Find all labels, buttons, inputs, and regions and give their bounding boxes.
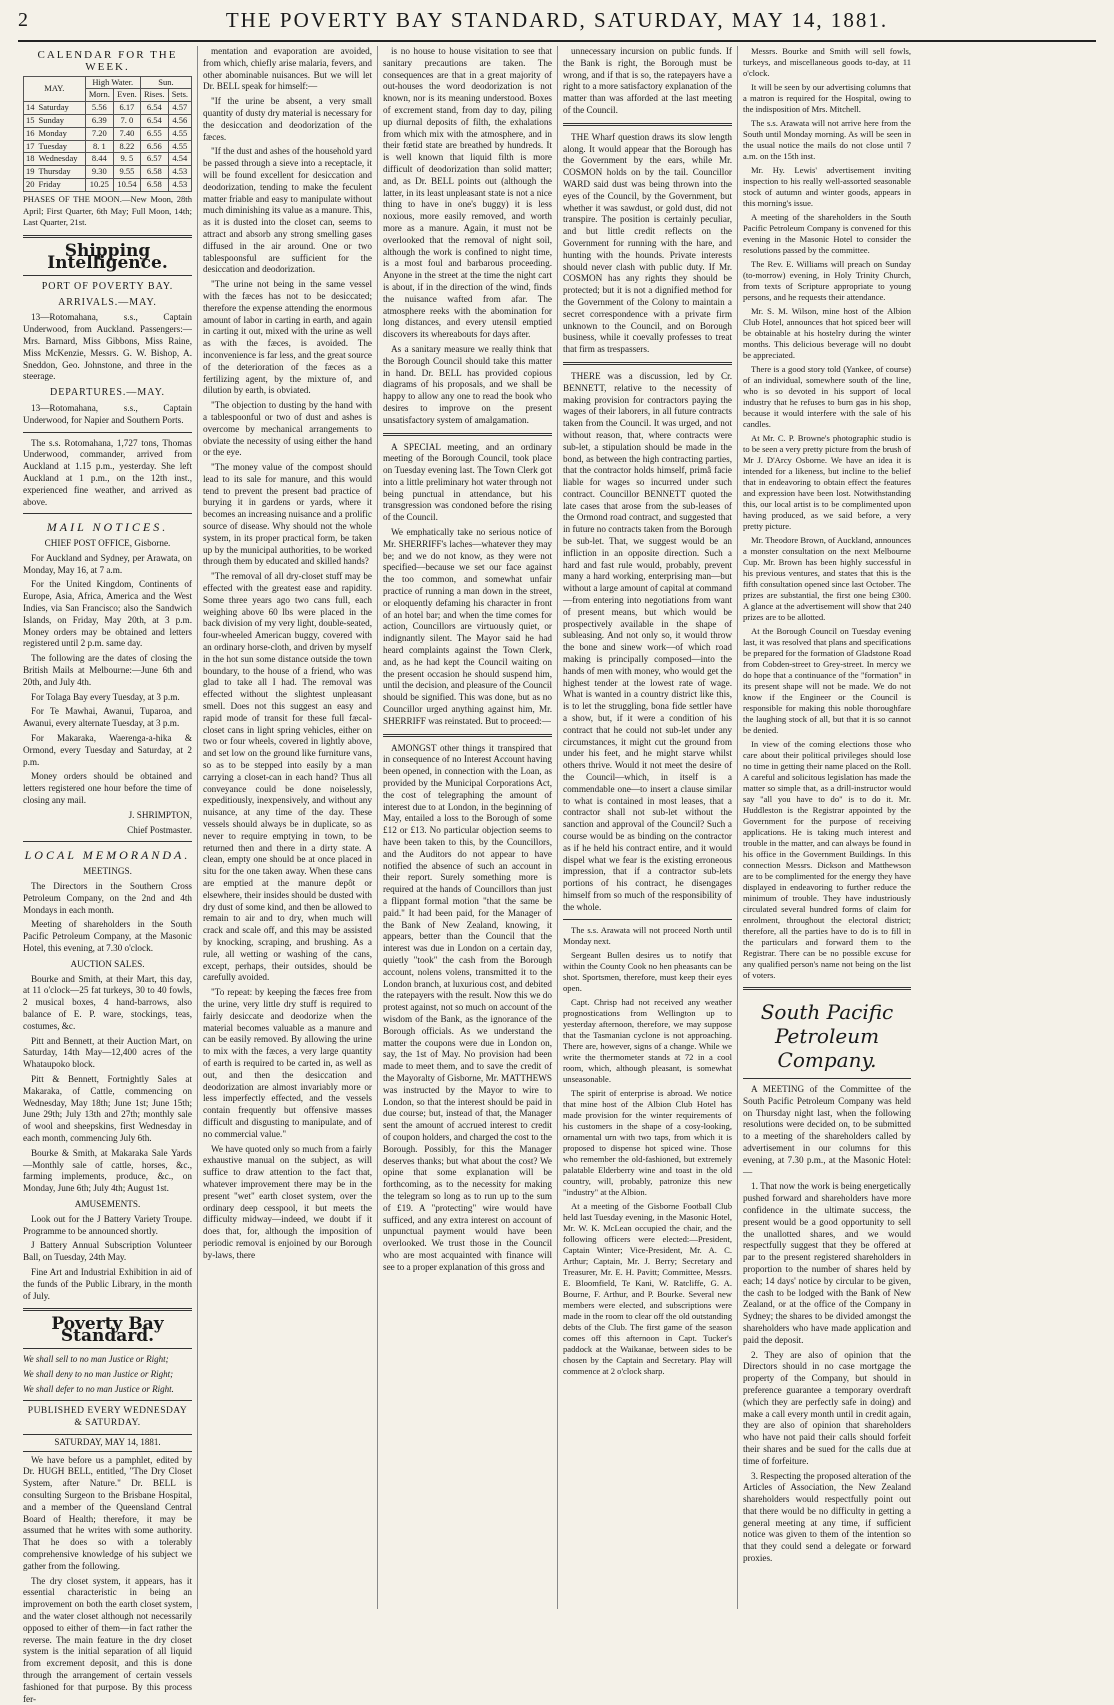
moon-phases: PHASES OF THE MOON.—New Moon, 28th April; First Quarter, 6th May; Full Moon, 14th; Last Quarter, 21st. <box>23 193 192 228</box>
standard-title: Poverty Bay Standard. <box>51 1314 164 1347</box>
mail-paragraphs <box>23 553 192 807</box>
calendar-cell: 6.39 <box>85 114 113 127</box>
news-paragraph: Messrs. Bourke and Smith will sell fowls, turkeys, and miscellaneous goods to-day, at 11 o'clock. <box>743 46 911 78</box>
calendar-cell: 7.40 <box>114 127 141 140</box>
column-5 <box>738 46 916 1609</box>
calendar-cell: 7. 0 <box>114 114 141 127</box>
amusements-paragraphs <box>23 1214 192 1303</box>
article-paragraph: 1. That now the work is being energetically pushed forward and shareholders have more confidence in the ultimate success, the present would be a good opportunity to sell the unallotted shares, and we would respectfully suggest that they be offered at par to the present registered shareholders in proportion to the number of shares held by each; 14 days' notice by circular to be given, the cash to be lodged with the Bank of New Zealand, or at the office of the Company in Sydney; the shares to be divided amongst the shareholders who have made application and paid the deposit. <box>743 1181 911 1345</box>
article-paragraph: 2. They are also of opinion that the Directors should in no case mortgage the property of the Company, but should in preference guarantee a temporary overdraft (which they are perfectly safe in doing) and make a call every month until in credit again, they are also of opinion that shareholders who have not paid their calls should forfeit their shares and be sued for the calls due at time of forfeiture. <box>743 1349 911 1466</box>
interest-account-article <box>383 743 552 1274</box>
mail-office: CHIEF POST OFFICE, Gisborne. <box>44 538 171 549</box>
shipping-title: Shipping Intelligence. <box>47 241 168 273</box>
news-paragraph: At a meeting of the Gisborne Football Club held last Tuesday evening, in the Masonic Hotel, Mr. W. K. McLean occupied the chair, and the following officers were elected:—President, Captain Winter; Vice-President, Mr. A. C. Arthur; Captain, Mr. J. Berry; Secretary and Treasurer, Mr. E. H. Pavitt; Committee, Messrs. E. Bloomfield, Te Kani, W. Ratcliffe, G. A. Bourne, F. Arthur, and P. Bourke. Several new members were elected, and subscriptions were made in the room to clear off the old outstanding debts of the Club. The first game of the season comes off this afternoon in Capt. Tucker's paddock at the Waikanae, between sides to be chosen by the Captain and Secretary. Play will commence at 2 o'clock sharp. <box>563 1200 732 1376</box>
calendar-cell: 5.56 <box>85 102 113 115</box>
calendar-title: CALENDAR FOR THE WEEK. <box>37 49 178 73</box>
date-line: SATURDAY, MAY 14, 1881. <box>23 1434 192 1452</box>
auction-paragraph: Pitt and Bennett, at their Auction Mart, on Saturday, 14th May—12,400 acres of the Whataupoko block. <box>23 1035 192 1070</box>
article-paragraph: A SPECIAL meeting, and an ordinary meeting of the Borough Council, took place on Tuesday evening last. The Town Clerk got into a little preliminary hot water through not being punctual in attendance, but his transgression was condoned before the rising of the Council. <box>383 441 552 523</box>
auction-paragraph: Pitt & Bennett, Fortnightly Sales at Makaraka, of Cattle, commencing on Wednesday, May 18th; June 1st; June 15th; June 29th; July 13th and 27th; monthly sale of wool and sheepskins, first Wednesday in each month, commencing July 6th. <box>23 1073 192 1143</box>
mail-signature: J. SHRIMPTON, <box>128 809 192 820</box>
article-paragraph: "If the dust and ashes of the household yard be passed through a sieve into a receptacle, it will be found excellent for desiccation and deodorization, tending to make the feculent matter friable and easy to manipulate without much diminishing its value as a manure. This, as it is dusted into the closet can, seems to attract and absorb any strong smelling gases diffused in the air around. One or two tablespoonsful are sufficient for the desiccation and deodorization. <box>203 146 373 275</box>
calendar-day: 14 Saturday <box>24 102 86 115</box>
news-paragraph: At the Borough Council on Tuesday evening last, it was resolved that plans and specifications be prepared for the formation of Gladstone Road from Cobden-street to Grey-street. In mercy we do hope that a continuance of the "formation" in its present shape will not be made. We do not know if the Engineer or the Council is responsible for making this noble thoroughfare the laughing stock of all, but that it is so cannot be denied. <box>743 626 911 735</box>
mail-paragraph: For Auckland and Sydney, per Arawata, on Monday, May 16, at 7 a.m. <box>23 552 192 575</box>
calendar-row <box>24 102 192 115</box>
calendar-cell: 4.53 <box>168 166 191 179</box>
calendar-row <box>24 114 192 127</box>
editorial-start: We have before us a pamphlet, edited by Dr. HUGH BELL, entitled, "The Dry Closet System, after Nature." Dr. BELL is consulting Surgeon to the Brisbane Hospital, and a member of the Queensland Central Board of Health; therefore, it may be assumed that he writes with some authority. That he does so with a tolerably comprehensive knowledge of his subject we gather from the following. <box>23 1454 192 1571</box>
mail-paragraph: The following are the dates of closing the British Mails at Melbourne:—June 6th and 20th, and July 4th. <box>23 653 192 687</box>
motto-line: We shall defer to no man Justice or Right. <box>23 1383 174 1394</box>
arrivals-title: ARRIVALS.—MAY. <box>58 296 157 308</box>
article-paragraph: We emphatically take no serious notice of Mr. SHERRIFF's laches—whatever they may be; and we do not know, as they were not specified—because we set our face against the too common, and somewhat unfair practice of running a man down in the street, or eloquently defaming his character in front of an hotel bar; and when the time comes for action, Councillors are virtuously quiet, or indignantly silent. The Mayor said he had heard complaints against the Town Clerk, and, as he had kept the Council waiting on the present occasion he should suspend him, until the decision, and pleasure of the Council should be signified. This was done, but as no Councillor urged anything against him, Mr. SHERRIFF was reinstated. But to proceed:— <box>383 527 552 726</box>
local-news-continued <box>743 46 911 981</box>
article-paragraph: "To repeat: by keeping the fæces free from the urine, very little dry stuff is required to fairly desiccate and deodorize when the material becomes valuable as a manure and can be easily removed. By allowing the urine to mix with the fæces, a very large quantity of earth is required to be carted in, as well as out, and then the desiccation and deodorization are almost invariably more or less imperfectly effected, and the vessels contain frequently but offensive masses difficult and disgusting to manipulate, and of no commercial value." <box>203 987 372 1139</box>
masthead <box>18 0 1096 42</box>
calendar-table <box>23 76 192 192</box>
calendar-cell: 8.22 <box>114 140 141 153</box>
mail-paragraph: For Makaraka, Waerenga-a-hika & Ormond, every Tuesday and Saturday, at 2 p.m. <box>23 733 192 767</box>
auction-paragraphs <box>23 974 192 1195</box>
calendar-row <box>24 166 192 179</box>
calendar-cell: 9.55 <box>114 166 141 179</box>
column-3 <box>378 46 558 1609</box>
calendar-cell: 6.54 <box>140 102 168 115</box>
calendar-cell: 10.54 <box>114 178 141 191</box>
contracts-article <box>563 371 732 914</box>
calendar-cell: 4.57 <box>168 102 191 115</box>
news-paragraph: At Mr. C. P. Browne's photographic studio is to be seen a very pretty picture from the brush of Mr J. D'Arcy Osborne. We have an idea it is intended for a likeness, but incline to the belief that in endeavoring to obtain effect the features and expression have been lost. Notwithstanding this, our local artist is to be complimented upon having produced, as we said before, a very pretty picture. <box>743 433 911 531</box>
local-news <box>563 925 732 1377</box>
calendar-cell: 9.30 <box>85 166 113 179</box>
news-paragraph: Mr. S. M. Wilson, mine host of the Albion Club Hotel, announces that hot spiced beer will be obtainable at his hostelry during the winter months. This delicious beverage will no doubt be appreciated. <box>743 306 911 360</box>
column-2 <box>198 46 378 1609</box>
published-notice: PUBLISHED EVERY WEDNESDAY & SATURDAY. <box>27 1406 188 1429</box>
article-paragraph: "The objection to dusting by the hand with a tablespoonful or two of dust and ashes is overcome by mechanical arrangements to obviate the necessity of using either the hand or the eye. <box>203 400 372 458</box>
port-title: PORT OF POVERTY BAY. <box>41 280 174 292</box>
calendar-cell: 9. 5 <box>114 153 141 166</box>
arrivals-text: 13—Rotomahana, s.s., Captain Underwood, from Auckland. Passengers:—Mrs. Barnard, Miss Gibbons, Miss Raine, Miss McKenzie, Messrs. G. W. Bishop, A. Sneddon, Geo. Johnstone, and three in the steerage. <box>23 312 192 382</box>
calendar-row <box>24 140 192 153</box>
calendar-cell: 6.17 <box>114 102 141 115</box>
calendar-subheader: Even. <box>114 89 141 102</box>
article-paragraph: unnecessary incursion on public funds. If the Bank is right, the Borough must be wrong, and if that is so, the ratepayers have a right to a more satisfactory explanation of the matter than was afforded at the last meeting of the Council. <box>563 46 732 115</box>
news-paragraph: Mr. Theodore Brown, of Auckland, announces a monster consultation on the next Melbourne Cup. Mr. Brown has been highly successful in his previous ventures, and states that this is the fifth consultation opened since last October. The prizes are substantial, the first one being £300. A glance at the advertisement will show that 240 prizes are to be allotted. <box>743 535 911 622</box>
news-paragraph: The s.s. Arawata will not proceed North until Monday next. <box>563 924 732 946</box>
calendar-cell: 4.53 <box>168 178 191 191</box>
columns <box>18 46 1096 1704</box>
article-paragraph: A MEETING of the Committee of the South Pacific Petroleum Company was held on Thursday night last, when the following resolutions were decided on, to be submitted to a meeting of the shareholders called by advertisement in our columns for this evening, at 7.30 p.m., at the Masonic Hotel:— <box>743 1084 911 1177</box>
calendar-cell: 4.56 <box>168 114 191 127</box>
article-paragraph: mentation and evaporation are avoided, from which, chiefly arise malaria, fevers, and other abominable nuisances. But we will let Dr. BELL speak for himself:— <box>203 46 372 92</box>
news-paragraph: The s.s. Arawata will not arrive here from the South until Monday morning. As will be seen in the usual notice the mails do not close until 7 a.m. on the 15th inst. <box>743 118 911 161</box>
calendar-cell: 6.54 <box>140 114 168 127</box>
news-paragraph: Mr. Hy. Lewis' advertisement inviting inspection to his really well-assorted seasonable stock of autumn and winter goods, appears in this morning's issue. <box>743 165 911 208</box>
calendar-cell: 6.57 <box>140 153 168 166</box>
news-paragraph: Sergeant Bullen desires us to notify that within the County Cook no hen pheasants can be shot. Sportsmen, therefore, must keep their eyes open. <box>563 949 732 993</box>
news-paragraph: The Rev. E. Williams will preach on Sunday (to-morrow) evening, in Holy Trinity Church, from texts of Scripture appropriate to young persons, and he requests their attendance. <box>743 259 911 302</box>
auction-paragraph: Bourke and Smith, at their Mart, this day, at 11 o'clock—25 fat turkeys, 30 to 40 fowls, 2 musical boxes, 4 hand-barrows, also balance of E. P. ware, stockings, teas, costumes, &c. <box>23 973 192 1031</box>
news-paragraph: In view of the coming elections those who care about their political privileges should lose no time in getting their name placed on the Roll. A careful and solicitous legislation has made the matter so simple that, as a drill-instructor would say "all you have to do" is to do it. Mr. Huddleston is the Registrar appointed by the Government for the purpose of receiving applications. He is taking much interest and trouble in the matter, and can always be found in his office in the Government Buildings. In this connection Messrs. Dickson and Matthewson are to be complimented for the energy they have displayed in endeavoring to further reduce the minimum of trouble. They have industriously circulated several hundred forms of claim for enrolment, throughout the electoral district; therefore, all the parties have to do is to fill in the particulars and forward them to the Registrar. There can be no possible excuse for any qualified person's name not being on the list of voters. <box>743 739 911 980</box>
mail-paragraph: For the United Kingdom, Continents of Europe, Asia, Africa, America and the West Indies, via San Francisco; also the Sandwich Islands, on Friday, May 20th, at 3 p.m. Money orders may be obtained and letters registered until 2 p.m. same day. <box>23 579 192 649</box>
article-paragraph: We have quoted only so much from a fairly exhaustive manual on the subject, as will suffice to draw attention to the fact that, whatever improvement there may be in the present "wet" earth closet system, over the ordinary deep cesspool, it but meets the difficulty midway—indeed, we doubt if it does that, for, although the imposition of periodic removal is enjoined by our Borough by-laws, there <box>203 1143 372 1260</box>
news-paragraph: Capt. Chrisp had not received any weather prognostications from Wellington up to yesterday afternoon, therefore, we may suppose that the Tasmanian cyclone is not approaching. There are, however, signs of a change. While we write the thermometer stands at 72 in a cool room, which, although pleasant, is somewhat unseasonable. <box>563 996 732 1084</box>
amusements-paragraph: Fine Art and Industrial Exhibition in aid of the funds of the Public Library, in the month of July. <box>23 1266 192 1301</box>
amusements-paragraph: J Battery Annual Subscription Volunteer Ball, on Tuesday, 24th May. <box>23 1240 192 1263</box>
sanitary-article <box>383 46 552 427</box>
meetings-paragraph: The Directors in the Southern Cross Petroleum Company, on the 2nd and 4th Mondays in each month. <box>23 881 192 915</box>
borough-council-article <box>383 442 552 728</box>
mail-paragraph: Money orders should be obtained and letters registered one hour before the time of closing any mail. <box>23 771 192 806</box>
calendar-col-sun: Sun. <box>140 76 191 89</box>
auction-title: AUCTION SALES. <box>70 958 145 969</box>
south-pacific-title: South Pacific Petroleum Company. <box>760 1000 894 1072</box>
calendar-day: 17 Tuesday <box>24 140 86 153</box>
motto-line: We shall sell to no man Justice or Right; <box>23 1353 169 1364</box>
meetings-paragraph: Meeting of shareholders in the South Pacific Petroleum Company, at the Masonic Hotel, this evening, at 7.30 o'clock. <box>23 919 192 953</box>
meetings-title: MEETINGS. <box>83 866 132 877</box>
calendar-cell: 6.55 <box>140 127 168 140</box>
mail-signature-title: Chief Postmaster. <box>127 824 192 835</box>
wharf-article <box>563 132 732 356</box>
amusements-paragraph: Look out for the J Battery Variety Troupe. Programme to be announced shortly. <box>23 1213 192 1236</box>
calendar-cell: 10.25 <box>85 178 113 191</box>
calendar-col-high-water: High Water. <box>85 76 140 89</box>
article-paragraph: is no house to house visitation to see that sanitary precautions are taken. The consequences are that in a great majority of out-houses the word deodorization is not known, nor is its meaning understood. Boxes of excrement stand, from day to day, piling up diurnal deposits of filth, the exhalations from which mix with the atmosphere, and in their fœtid state are breathed by hundreds. It is well known that liquid filth is more difficult of deodorization than solid matter; and, as Dr. BELL points out (although the latter, in its least unpleasant state is not a nice thing to have in one's buggy) it is less noxious, more easily removed, and worth more as a manure. Again, it must not be overlooked that the removal of night soil, although the work is confined to night time, is a most foul and barbarous proceeding. Anyone in the street at the time the night cart is about, if in the direction of the wind, finds the nuisance wafted from afar. The atmosphere reeks with the abomination for long distances, and every utensil emptied discovers its whereabouts for days after. <box>383 46 552 340</box>
article-paragraph: "The removal of all dry-closet stuff may be effected with the greatest ease and rapidity. Some three years ago two cans full, each weighing above 60 lbs were placed in the back division of my very light, double-seated, four-wheeled American buggy, covered with an ordinary horse-cloth, and driven by myself in the hot sun some distance outside the town boundary, to the house of a friend, who was glad to take all I had. The removal was effected without the slightest unpleasant smell. Does not this suggest an easy and rapid mode of transit for these full fæcal-closet cans in light spring vehicles, either on two or four wheels, covered in lightly above, and set low on the ground like furniture vans, so as to be stepped into easily by a man carrying a closet-can in each hand? Thus all conveyance could be done noiselessly, expeditiously, inexpensively, and without any nuisance, at any time of the day. These vessels should always be in duplicate, so as never to require emptying in town, to be returned then and there in a dirty state. A clean, empty one should be at once placed in situ for the one taken away. When these cans are emptied at the manure depôt or elsewhere, their insides should be dusted with dry dust of some kind, and then be allowed to remain to air and to dry, when much will crack and scale off, and this may be assisted by knocking, scraping, and brushing. As a rule, all wetting or washing of the cans, except, perhaps, their outsides, should be carefully avoided. <box>203 571 372 983</box>
calendar-cell: 7.20 <box>85 127 113 140</box>
departures-text: 13—Rotomahana, s.s., Captain Underwood, for Napier and Southern Ports. <box>23 402 192 425</box>
calendar-cell: 4.54 <box>168 153 191 166</box>
calendar-row <box>24 127 192 140</box>
news-paragraph: The spirit of enterprise is abroad. We notice that mine host of the Albion Club Hotel has made provision for the winter requirements of his customers in the shape of a cosy-looking, ornamental urn with two taps, from which it is proposed to dispense hot spiced wine. Those who remember the old-fashioned, but extremely palatable Elderberry wine and toast in the old country, will, probably, patronize this new "industry" at the Albion. <box>563 1087 732 1197</box>
calendar-day: 16 Monday <box>24 127 86 140</box>
article-paragraph: "The money value of the compost should lead to its sale for manure, and this would tend to prevent the present bad practice of burying it in gardens or yards, where it becomes an increasing nuisance and a prolific source of disease. Why should not the whole system, in its proper practical form, be taken up by the municipal authorities, to be worked through them by educated and skilled hands? <box>203 462 372 567</box>
mail-notices-title: MAIL NOTICES. <box>46 520 169 535</box>
south-pacific-article <box>743 1084 911 1565</box>
local-memoranda-title: LOCAL MEMORANDA. <box>24 848 191 863</box>
article-paragraph: AMONGST other things it transpired that in consequence of no Interest Account having been opened, in connection with the Loan, as provided by the Municipal Corporations Act, the cost of telegraphing the amount of interest due to at London, in the beginning of May, entailed a loss to the Borough of some £12 or £13. No particular objection seems to have been taken to this, by the Councillors, and the Auditors do not appear to have notified the absence of such an account in their report. Surely something more is required at the hands of Councillors than just a flippant formal motion "that the same be paid." It had been paid, for the Manager of the Bank of New Zealand, knowing, it appears, better than the Council that the interest was due in London on a certain day, quietly "took" the cash from the Borough account, nolens volens, transmitted it to the London branch, at luxurious cost, and debited the ratepayers with the result. Now this we do protest against, not so much on account of the wisdom of the Bank, as the ignorance of the Borough officials. As we understand the matter the coupons were due in London on, say, the 1st of May. No provision had been made to meet them, and to save the credit of the Mayoralty of Gisborne, Mr. MATTHEWS was instructed by the Mayor to wire to London, so that the interest should be paid in due course; but, instead of that, the Manager sent the amount of accrued interest to credit of coupon holders, and charged the cost to the Borough. Possibly, for this the Manager deserves thanks; but what about the cost? We opine that some explanation will be forthcoming, as to the necessity for making the telegram so long as to run up to the sum of £19. A "protecting" wire would have sufficed, and any extra interest on account of unpunctual payment would have been overlooked. We trust those in the Council who are most acquainted with finance will see to a proper explanation of this gross and <box>383 742 552 1272</box>
calendar-cell: 6.56 <box>140 140 168 153</box>
calendar-cell: 6.58 <box>140 178 168 191</box>
news-paragraph: There is a good story told (Yankee, of course) of an individual, somewhere south of the line, who is so devoted in his support of local industry that he refuses to burn gas in his shop, because it would interfere with the sale of his candles. <box>743 364 911 429</box>
interest-account-continued <box>563 46 732 117</box>
column-1 <box>18 46 198 1704</box>
calendar-col-may: MAY. <box>24 76 86 102</box>
calendar-day: 18 Wednesday <box>24 153 86 166</box>
article-paragraph: THE Wharf question draws its slow length along. It would appear that the Borough has the Government by the ears, while Mr. COSMON holds on by the tail. Councillor WARD said dust was being thrown into the eyes of the Council, by the Government, but whether it was sawdust, or gold dust, did not transpire. The position is certainly peculiar, and but little credit reflects on the Government for running with the hare, and hunting with the hounds. Private interests should never clash with public duty. If Mr. COSMON has any rights they should be protected; but it is not a dignified method for the Government of the Colony to maintain a secret correspondence with a private firm unknown to the Council, and on Borough business, while it coevally professes to treat that firm as trespassers. <box>563 131 732 355</box>
news-paragraph: It will be seen by our advertising columns that a matron is required for the Hospital, owing to the indisposition of Mrs. Mitchell. <box>743 82 911 114</box>
column-4 <box>558 46 738 1609</box>
meetings-paragraphs <box>23 881 192 955</box>
calendar-row <box>24 153 192 166</box>
amusements-title: AMUSEMENTS. <box>74 1198 141 1209</box>
calendar-day: 15 Sunday <box>24 114 86 127</box>
newspaper-title: THE POVERTY BAY STANDARD, SATURDAY, MAY 14, 1881. <box>225 7 889 32</box>
departures-title: DEPARTURES.—MAY. <box>49 387 166 399</box>
mail-paragraph: For Te Mawhai, Awanui, Tuparoa, and Awanui, every alternate Tuesday, at 3 p.m. <box>23 706 192 729</box>
rotomahana-text: The s.s. Rotomahana, 1,727 tons, Thomas Underwood, commander, arrived from Auckland at 1.15 p.m., yesterday. She left Auckland at 1 p.m., on the 12th inst., experienced fine weather, and arrived as above. <box>23 437 192 507</box>
calendar-cell: 6.58 <box>140 166 168 179</box>
article-paragraph: THERE was a discussion, led by Cr. BENNETT, relative to the necessity of making provision for contractors paying the wages of their laborers, in all future contracts taken from the Council. It was urged, and not without reason, that, where contracts were sub-let, a stipulation should be made in the bond, as between the high contracting parties, that the contractor holds himself, primâ facie liable for wages so incurred under such contract. Councillor BENNETT quoted the late cases that arose from the sub-leases of the Ormond road contract, and suggested that in future no contracts taken from the Borough be sub-let. That, we suggest would be an infliction in an opposite direction. Such a hard and fast rule would, probably, prevent many a hard working, enterprising man—but without a large amount of capital at command—from entering into negotiations from want of present means, but which would be prospectively available in the shape of subleasing. And not only so, it would throw the bone and sinew work—of which road making is principally composed—into the hands of men with money, who would get the highest tender at the lowest rate of wage. What is wanted in a country district like this, is to let the struggling, bona fide settler have a show, but, if it were a condition of his contract that he could not sub-let under any circumstances, it might cut the ground from under his feet, and he might starve whilst others thrive. Would it not meet the desire of the Council—which, in itself is a commendable one—to insert a clause similar to what is contained in most leases, that a contractor shall not sub-let without the sanction and approval of the Council? Such a course would be as binding on the contractor as if he held his contract entire, and it would dispel what we fear is the existing erroneous impression, that if a contractor sub-lets portions of his contract, he disengages himself from so much of the responsibility of the whole. <box>563 370 732 912</box>
mail-paragraph: For Tolaga Bay every Tuesday, at 3 p.m. <box>31 691 180 702</box>
calendar-cell: 8. 1 <box>85 140 113 153</box>
article-paragraph: "If the urine be absent, a very small quantity of dusty dry material is necessary for the desiccation and deodorization of the fæces. <box>203 96 372 142</box>
calendar-body <box>24 102 192 192</box>
calendar-subheader: Rises. <box>140 89 168 102</box>
article-paragraph: As a sanitary measure we really think that the Borough Council should take this matter in hand. Dr. BELL has provided copious diagrams of his proposals, and we shall be happy to allow any one to read the book who desires to improve on the present unsatisfactory system of amalgamation. <box>383 343 552 425</box>
motto-line: We shall deny to no man Justice or Right; <box>23 1368 174 1379</box>
auction-paragraph: Bourke & Smith, at Makaraka Sale Yards—Monthly sale of cattle, horses, &c., farming implements, produce, &c., on Monday, June 6th; July 4th; August 1st. <box>23 1147 192 1194</box>
calendar-cell: 4.55 <box>168 140 191 153</box>
article-paragraph: 3. Respecting the proposed alteration of the Articles of Association, the New Zealand shareholders would respectfully point out that there would be no difficulty in getting a general meeting at any time, if sufficient notice was given to them of the intention so that they could send a delegate or forward proxies. <box>743 1470 911 1564</box>
calendar-subheader: Sets. <box>168 89 191 102</box>
news-paragraph: A meeting of the shareholders in the South Pacific Petroleum Company is convened for this evening in the Masonic Hotel to consider the resolutions passed by the committee. <box>743 212 911 255</box>
calendar-row <box>24 178 192 191</box>
page-number: 2 <box>18 8 28 31</box>
calendar-subheader: Morn. <box>85 89 113 102</box>
calendar-day: 19 Thursday <box>24 166 86 179</box>
calendar-cell: 8.44 <box>85 153 113 166</box>
editorial-more: The dry closet system, it appears, has it essential characteristic in being an improvement on both the earth closet system, and the water closet although not necessarily opposed to either of them—in fact rather the reverse. The main feature in the dry closet system is the initial separation of all liquid from excrement deposit, and this is done through the arrangement of certain vessels fashioned for that purpose. By this process fer- <box>23 1575 192 1704</box>
calendar-day: 20 Friday <box>24 178 86 191</box>
article-paragraph: "The urine not being in the same vessel with the fæces has not to be desiccated; therefore the expense attending the enormous amount of labor in carting in earth, and again in carting it out, mixed with the urine as well as with the fæces, is avoided. The inconvenience is far less, and the great source of the deterioration of the fæces as a fertilizing agent, by the mixture of, and dilution by earth, is obviated. <box>203 279 372 396</box>
calendar-cell: 4.55 <box>168 127 191 140</box>
